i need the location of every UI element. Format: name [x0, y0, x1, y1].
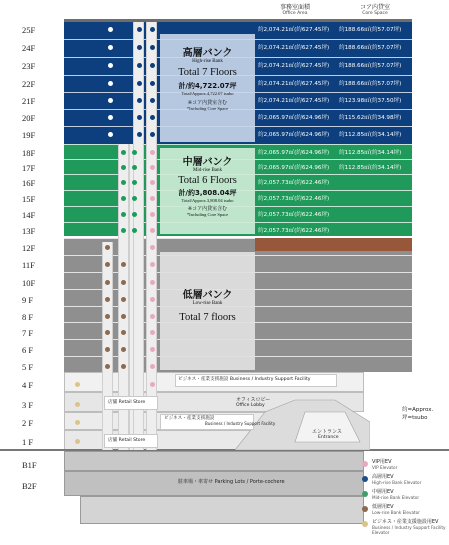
floor-label: 25F	[22, 25, 36, 35]
floor-label: 16F	[22, 178, 36, 188]
vip-ev-marker	[108, 81, 113, 86]
biz-2f-en: Business / Industry Support Facility	[205, 421, 276, 426]
biz-2f-jp: ビジネス・産業支援施設	[164, 416, 215, 421]
mid-ev-dot	[132, 228, 137, 233]
low-rise-bank-block	[160, 252, 255, 370]
office-lobby-jp: オフィスロビー	[236, 397, 271, 403]
floor-label: 19F	[22, 130, 36, 140]
floor-label: 8 F	[22, 312, 34, 322]
legend-label-en: Business / Industry Support Facility Elevator	[372, 524, 446, 535]
floor-label: 9 F	[22, 295, 34, 305]
vip-ev-dot	[150, 347, 155, 352]
office-area-cell: 約2,057.73㎡(約622.46坪)	[258, 180, 330, 186]
parking-label: 駐車場・車寄せ Parking Lots / Porte-cochere	[178, 479, 285, 485]
mid-bank-area-en: Total/Approx.3,808.04 tsubo	[181, 198, 234, 203]
office-area-cell: 約2,065.97㎡(約624.96坪)	[258, 115, 330, 121]
floor-label: 23F	[22, 61, 36, 71]
high-ev-dot	[150, 115, 155, 120]
office-area-cell: 約2,065.97㎡(約624.96坪)	[258, 132, 330, 138]
core-space-cell: 約123.98㎡(約37.50坪)	[339, 98, 402, 104]
low-ev-dot	[121, 297, 126, 302]
vip-ev-marker	[108, 115, 113, 120]
vip-ev-dot	[150, 196, 155, 201]
floor-label: B2F	[22, 481, 37, 491]
high-ev-dot	[150, 81, 155, 86]
high-bank-floors: Total 7 Floors	[178, 67, 237, 78]
mid-ev-dot	[132, 165, 137, 170]
floor-label: 11F	[22, 260, 35, 270]
vip-ev-dot	[150, 330, 155, 335]
units-note	[402, 406, 433, 423]
low-ev-dot	[105, 245, 110, 250]
retail-3f-label: 店舗 Retail Store	[108, 400, 146, 405]
high-bank-note-jp: ※コア内貸室含む	[187, 100, 228, 106]
mid-bank-subtitle: Mid-rise Bank	[192, 168, 223, 173]
floor-label: 22F	[22, 79, 36, 89]
floor-label: 14F	[22, 210, 36, 220]
low-ev-dot	[121, 280, 126, 285]
legend-label-en: High-rise Bank Elevator	[372, 479, 422, 485]
low-ev-dot	[105, 280, 110, 285]
office-area-cell: 約2,074.21㎡(約627.45坪)	[258, 63, 330, 69]
legend-item	[372, 475, 421, 486]
basement-b1	[64, 451, 364, 471]
mid-ev-dot	[132, 212, 137, 217]
office-area-cell: 約2,065.97㎡(約624.96坪)	[258, 165, 330, 171]
high-ev-dot	[150, 45, 155, 50]
vip-ev-dot	[150, 165, 155, 170]
legend-label-jp: 中層用EV	[372, 489, 394, 495]
floor-label: 4 F	[22, 380, 34, 390]
floor-label: 13F	[22, 226, 36, 236]
vip-ev-marker	[108, 45, 113, 50]
vip-ev-dot	[150, 314, 155, 319]
high-ev-dot	[137, 132, 142, 137]
low-bank-floors: Total 7 floors	[179, 312, 236, 323]
low-ev-dot	[105, 262, 110, 267]
vip-ev-dot	[150, 180, 155, 185]
high-bank-area-en: Total/Approx.4,722.07 tsubo	[181, 91, 234, 96]
mid-bank-floors: Total 6 Floors	[178, 175, 237, 186]
legend-item	[372, 460, 397, 471]
low-ev-dot	[105, 297, 110, 302]
core-space-cell: 約112.85㎡(約34.14坪)	[339, 132, 402, 138]
floor-label: 3 F	[22, 400, 34, 410]
low-ev-dot	[121, 364, 126, 369]
floor-label: 7 F	[22, 328, 34, 338]
office-area-cell: 約2,074.21㎡(約627.45坪)	[258, 27, 330, 33]
legend-item	[372, 505, 420, 516]
low-ev-dot	[105, 330, 110, 335]
high-ev-dot	[137, 27, 142, 32]
core-space-cell: 約115.62㎡(約34.98坪)	[339, 115, 402, 121]
floor-label: 12F	[22, 243, 36, 253]
mid-ev-dot	[121, 196, 126, 201]
entrance-en: Entrance	[318, 435, 339, 440]
floor-label: 18F	[22, 148, 36, 158]
mid-rise-bank-block	[160, 148, 255, 234]
floor-label: 1 F	[22, 437, 34, 447]
mid-bank-area: 計/約3,808.04坪	[178, 189, 237, 197]
high-bank-note-en: *Including Core Space	[186, 106, 229, 111]
low-ev-dot	[105, 314, 110, 319]
mid-ev-dot	[121, 165, 126, 170]
office-area-cell: 約2,074.21㎡(約627.45坪)	[258, 98, 330, 104]
legend-swatch	[362, 476, 368, 482]
floor-label: 6 F	[22, 345, 34, 355]
biz-ev-dot	[75, 402, 80, 407]
brown-strip-12f-overlay	[255, 238, 412, 251]
vip-ev-marker	[108, 98, 113, 103]
core-space-cell: 約112.85㎡(約34.14坪)	[339, 150, 402, 156]
entrance-jp: エントランス	[312, 429, 342, 435]
high-bank-subtitle: High-rise Bank	[192, 59, 223, 64]
floor-label: B1F	[22, 460, 37, 470]
legend-label-en: VIP Elevator	[372, 464, 398, 470]
core-space-header-jp: コア内貸室	[359, 4, 390, 11]
legend-label-jp: VIP用EV	[372, 459, 392, 465]
mid-ev-dot	[121, 228, 126, 233]
biz-ev-dot	[75, 382, 80, 387]
mid-bank-title: 中層バンク	[182, 157, 233, 168]
core-space-cell: 約188.66㎡(約57.07坪)	[339, 27, 402, 33]
biz-ev-dot	[75, 439, 80, 444]
unit-approx: 約=Approx.	[402, 407, 434, 413]
floor-label: 24F	[22, 43, 36, 53]
mid-ev-dot	[132, 150, 137, 155]
office-lobby-en: Office Lobby	[236, 403, 265, 408]
legend-label-en: Low-rise Bank Elevator	[372, 509, 420, 515]
low-bank-subtitle: Low-rise Bank	[192, 301, 223, 306]
office-area-header-en: Office Area	[282, 11, 308, 16]
office-area-cell: 約2,074.21㎡(約627.45坪)	[258, 45, 330, 51]
mid-ev-dot	[121, 150, 126, 155]
legend-swatch	[362, 491, 368, 497]
legend-swatch	[362, 461, 368, 467]
high-ev-dot	[150, 27, 155, 32]
mid-ev-dot	[132, 180, 137, 185]
high-ev-dot	[137, 98, 142, 103]
high-ev-dot	[137, 81, 142, 86]
low-ev-dot	[121, 347, 126, 352]
low-ev-dot	[105, 347, 110, 352]
office-area-header-jp: 事務室面積	[279, 4, 310, 11]
legend-label-jp: 低層用EV	[372, 504, 394, 510]
high-bank-title: 高層バンク	[182, 48, 233, 59]
retail-1f-label: 店舗 Retail Store	[108, 438, 146, 443]
legend-label-jp: 高層用EV	[372, 474, 394, 480]
office-area-cell: 約2,057.73㎡(約622.46坪)	[258, 228, 330, 234]
vip-ev-dot	[150, 364, 155, 369]
legend-label-jp: ビジネス・産業支援施設用EV	[372, 519, 439, 525]
high-ev-dot	[150, 63, 155, 68]
unit-tsubo: 坪=tsubo	[402, 415, 428, 422]
office-area-cell: 約2,057.73㎡(約622.46坪)	[258, 212, 330, 218]
vip-ev-marker	[108, 63, 113, 68]
legend-swatch	[362, 506, 368, 512]
vip-ev-dot	[150, 150, 155, 155]
low-ev-dot	[121, 330, 126, 335]
high-ev-dot	[150, 132, 155, 137]
floor-label: 10F	[22, 278, 36, 288]
vip-ev-dot	[150, 228, 155, 233]
high-bank-area: 計/約4,722.07坪	[178, 82, 237, 90]
low-ev-dot	[105, 364, 110, 369]
vip-ev-dot	[150, 212, 155, 217]
mid-ev-dot	[121, 212, 126, 217]
legend-item	[372, 490, 419, 501]
vip-ev-shaft	[102, 242, 113, 450]
mid-ev-dot	[132, 196, 137, 201]
core-space-cell: 約188.66㎡(約57.07坪)	[339, 81, 402, 87]
floor-label: 20F	[22, 113, 36, 123]
floor-label: 2 F	[22, 418, 34, 428]
biz-ev-dot	[75, 420, 80, 425]
legend-label-en: Mid-rise Bank Elevator	[372, 494, 420, 500]
legend-swatch	[362, 521, 368, 527]
office-area-cell: 約2,074.21㎡(約627.45坪)	[258, 81, 330, 87]
vip-ev-marker	[108, 27, 113, 32]
high-ev-shaft-left	[133, 22, 144, 450]
floor-label: 15F	[22, 194, 36, 204]
vip-ev-dot	[150, 297, 155, 302]
office-area-cell: 約2,057.73㎡(約622.46坪)	[258, 196, 330, 202]
core-space-cell: 約188.66㎡(約57.07坪)	[339, 45, 402, 51]
basement-parking-area	[80, 496, 364, 524]
high-rise-bank-block	[160, 34, 255, 142]
low-ev-dot	[121, 314, 126, 319]
vip-ev-dot	[150, 262, 155, 267]
mid-ev-dot	[121, 180, 126, 185]
vip-ev-dot	[150, 245, 155, 250]
high-ev-dot	[137, 115, 142, 120]
office-area-cell: 約2,065.97㎡(約624.96坪)	[258, 150, 330, 156]
low-ev-dot	[121, 262, 126, 267]
legend-item	[372, 520, 449, 535]
vip-ev-dot	[150, 280, 155, 285]
high-ev-dot	[137, 45, 142, 50]
high-ev-dot	[137, 63, 142, 68]
vip-ev-marker	[108, 132, 113, 137]
vip-ev-dot	[150, 382, 155, 387]
high-ev-dot	[150, 98, 155, 103]
mid-bank-note-en: *Including Core Space	[186, 212, 229, 217]
facility-4f-label: ビジネス・産業支援施設 Business / Industry Support Facility	[178, 377, 311, 382]
core-space-cell: 約188.66㎡(約57.07坪)	[339, 63, 402, 69]
low-bank-title: 低層バンク	[182, 290, 233, 301]
floor-label: 5 F	[22, 362, 34, 372]
core-space-header-en: Core Space	[362, 11, 388, 16]
floor-label: 21F	[22, 96, 36, 106]
floor-label: 17F	[22, 163, 36, 173]
core-space-cell: 約112.85㎡(約34.14坪)	[339, 165, 402, 171]
floor-divider	[64, 144, 412, 145]
mid-bank-note-jp: ※コア内貸室含む	[187, 206, 228, 212]
